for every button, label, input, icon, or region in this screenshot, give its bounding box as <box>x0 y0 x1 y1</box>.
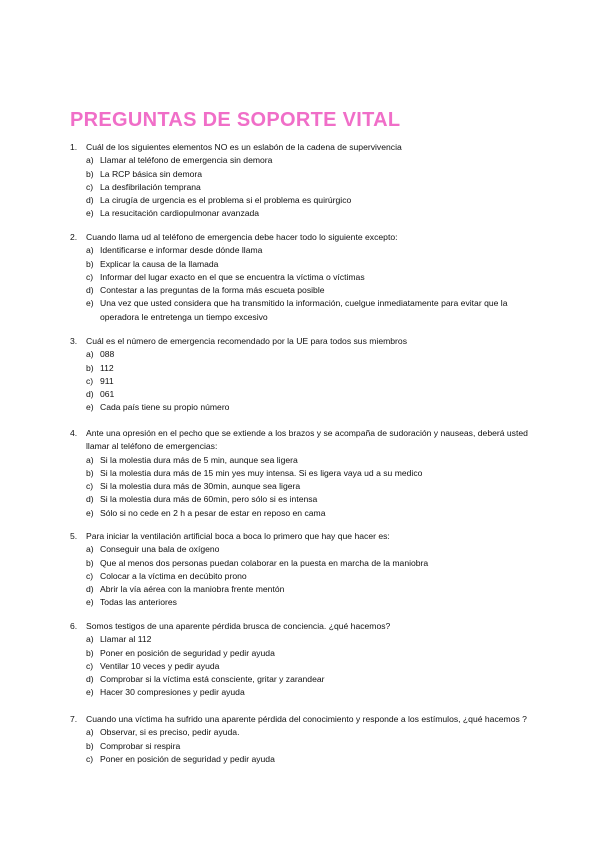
question-number: 6. <box>70 621 78 631</box>
question-number: 5. <box>70 531 78 541</box>
question-text: Cuál de los siguientes elementos NO es un eslabón de la cadena de supervivencia <box>86 142 402 152</box>
option-text: Informar del lugar exacto en el que se encuentra la víctima o víctimas <box>100 271 365 282</box>
option-item <box>70 194 540 207</box>
option-item <box>70 570 540 583</box>
option-item <box>70 362 540 375</box>
option-letter: c) <box>86 753 94 764</box>
option-letter: a) <box>86 727 94 738</box>
option-letter: c) <box>86 271 94 282</box>
option-item <box>70 583 540 596</box>
option-text: Identificarse e informar desde dónde llama <box>100 245 263 256</box>
option-text: Abrir la vía aérea con la maniobra frente mentón <box>100 584 285 595</box>
option-letter: b) <box>86 467 94 478</box>
option-item <box>70 726 540 739</box>
option-letter: a) <box>86 155 94 166</box>
option-item <box>70 258 540 271</box>
option-letter: e) <box>86 597 94 608</box>
option-text: Poner en posición de seguridad y pedir ayuda <box>100 753 275 764</box>
option-text: Llamar al teléfono de emergencia sin demora <box>100 155 273 166</box>
option-letter: b) <box>86 258 94 269</box>
option-item <box>70 375 540 388</box>
option-text: Explicar la causa de la llamada <box>100 258 219 269</box>
option-item <box>70 348 540 361</box>
option-text: Poner en posición de seguridad y pedir ayuda <box>100 647 275 658</box>
question-number: 3. <box>70 336 78 346</box>
option-letter: c) <box>86 181 94 192</box>
option-item <box>70 467 540 480</box>
option-item <box>70 673 540 686</box>
page-title: PREGUNTAS DE SOPORTE VITAL <box>70 109 401 131</box>
option-item <box>70 154 540 167</box>
option-text: Hacer 30 compresiones y pedir ayuda <box>100 687 245 698</box>
option-item <box>70 507 540 520</box>
option-text: Si la molestia dura más de 5 min, aunque sea ligera <box>100 454 298 465</box>
option-letter: c) <box>86 570 94 581</box>
option-letter: d) <box>86 584 94 595</box>
option-item <box>70 207 540 220</box>
question-number: 4. <box>70 428 78 438</box>
question-text: Cuando una víctima ha sufrido una aparente pérdida del conocimiento y responde a los estímulos, ¿qué hacemos ? <box>86 714 527 724</box>
option-letter: b) <box>86 647 94 658</box>
option-letter: a) <box>86 544 94 555</box>
option-letter: d) <box>86 285 94 296</box>
option-text: 061 <box>100 389 115 400</box>
option-item <box>70 284 540 297</box>
option-letter: c) <box>86 481 94 492</box>
question-1 <box>70 141 540 221</box>
option-item <box>70 596 540 609</box>
option-text: Si la molestia dura más de 30min, aunque sea ligera <box>100 481 301 492</box>
option-letter: e) <box>86 298 94 309</box>
option-item <box>70 388 540 401</box>
option-text: Si la molestia dura más de 15 min yes muy intensa. Si es ligera vaya ud a su medico <box>100 467 423 478</box>
option-letter: d) <box>86 389 94 400</box>
option-item <box>70 297 540 324</box>
question-4 <box>70 427 540 520</box>
option-text: Cada país tiene su propio número <box>100 402 230 413</box>
option-letter: e) <box>86 208 94 219</box>
option-item <box>70 753 540 766</box>
option-text: Todas las anteriores <box>100 597 177 608</box>
option-letter: c) <box>86 375 94 386</box>
option-letter: a) <box>86 245 94 256</box>
option-letter: a) <box>86 454 94 465</box>
option-item <box>70 480 540 493</box>
question-text: Ante una opresión en el pecho que se extiende a los brazos y se acompaña de sudoración y nauseas, deberá usted llamar al teléfono de emergencias: <box>86 428 528 452</box>
option-letter: b) <box>86 362 94 373</box>
question-3 <box>70 335 540 415</box>
option-text: Conseguir una bala de oxígeno <box>100 544 220 555</box>
option-text: Llamar al 112 <box>100 634 152 645</box>
option-text: La resucitación cardiopulmonar avanzada <box>100 208 260 219</box>
option-text: La cirugía de urgencia es el problema si el problema es quirúrgico <box>100 195 352 206</box>
option-letter: d) <box>86 674 94 685</box>
question-7 <box>70 713 540 766</box>
option-item <box>70 454 540 467</box>
option-letter: d) <box>86 494 94 505</box>
option-text: Contestar a las preguntas de la forma más escueta posible <box>100 285 325 296</box>
option-text: Comprobar si respira <box>100 740 181 751</box>
option-item <box>70 181 540 194</box>
option-letter: a) <box>86 349 94 360</box>
option-text: Colocar a la víctima en decúbito prono <box>100 570 247 581</box>
question-5 <box>70 530 540 610</box>
option-item <box>70 168 540 181</box>
option-letter: d) <box>86 195 94 206</box>
question-number: 7. <box>70 714 78 724</box>
question-text: Somos testigos de una aparente pérdida brusca de conciencia. ¿qué hacemos? <box>86 621 391 631</box>
option-letter: e) <box>86 507 94 518</box>
option-letter: e) <box>86 402 94 413</box>
option-text: Sólo si no cede en 2 h a pesar de estar en reposo en cama <box>100 507 326 518</box>
option-item <box>70 740 540 753</box>
option-text: Ventilar 10 veces y pedir ayuda <box>100 660 220 671</box>
question-text: Cuando llama ud al teléfono de emergencia debe hacer todo lo siguiente excepto: <box>86 232 398 242</box>
option-text: La desfibrilación temprana <box>100 181 201 192</box>
option-item <box>70 493 540 506</box>
option-text: 112 <box>100 362 114 373</box>
option-text: 088 <box>100 349 115 360</box>
option-text: La RCP básica sin demora <box>100 168 203 179</box>
option-item <box>70 660 540 673</box>
option-letter: b) <box>86 740 94 751</box>
question-6 <box>70 620 540 700</box>
question-number: 2. <box>70 232 78 242</box>
option-letter: b) <box>86 557 94 568</box>
question-2 <box>70 231 540 324</box>
option-item <box>70 244 540 257</box>
option-item <box>70 686 540 699</box>
question-text: Cuál es el número de emergencia recomendado por la UE para todos sus miembros <box>86 336 407 346</box>
question-text: Para iniciar la ventilación artificial boca a boca lo primero que hay que hacer es: <box>86 531 390 541</box>
option-text: 911 <box>100 375 114 386</box>
option-item <box>70 557 540 570</box>
option-item <box>70 647 540 660</box>
option-item <box>70 401 540 414</box>
option-text: Observar, si es preciso, pedir ayuda. <box>100 727 240 738</box>
option-letter: e) <box>86 687 94 698</box>
option-letter: c) <box>86 660 94 671</box>
option-item <box>70 633 540 646</box>
option-text: Una vez que usted considera que ha transmitido la información, cuelgue inmediatamente para evitar que la operadora le entretenga un tiempo excesivo <box>100 298 508 322</box>
option-text: Si la molestia dura más de 60min, pero sólo si es intensa <box>100 494 318 505</box>
option-item <box>70 271 540 284</box>
option-letter: a) <box>86 634 94 645</box>
option-text: Comprobar si la víctima está consciente, gritar y zarandear <box>100 674 325 685</box>
option-letter: b) <box>86 168 94 179</box>
question-number: 1. <box>70 142 78 152</box>
option-text: Que al menos dos personas puedan colaborar en la puesta en marcha de la maniobra <box>100 557 429 568</box>
option-item <box>70 543 540 556</box>
